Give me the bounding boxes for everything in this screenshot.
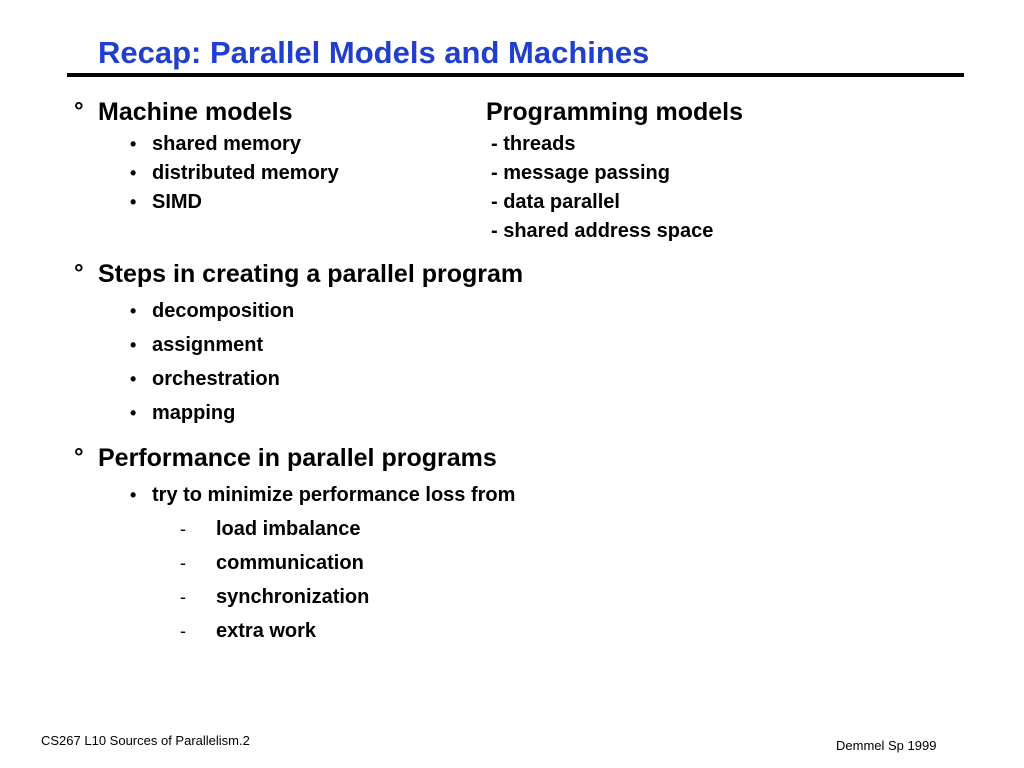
- performance-subitem: synchronization: [216, 586, 370, 608]
- item-bullet: •: [130, 403, 137, 423]
- programming-model-item: - shared address space: [491, 220, 714, 242]
- sub-bullet: -: [180, 519, 186, 539]
- item-bullet: •: [130, 134, 137, 154]
- footer-right: Demmel Sp 1999: [836, 738, 937, 753]
- step-item: assignment: [152, 334, 264, 356]
- programming-model-item: - message passing: [491, 162, 670, 184]
- machine-model-item: shared memory: [152, 133, 301, 155]
- machine-models-heading: Machine models: [98, 98, 293, 126]
- degree-bullet: °: [74, 98, 84, 125]
- degree-bullet: °: [74, 444, 84, 471]
- title-divider: [67, 73, 964, 77]
- item-bullet: •: [130, 163, 137, 183]
- performance-heading: Performance in parallel programs: [98, 444, 497, 472]
- item-bullet: •: [130, 485, 137, 505]
- performance-subitem: extra work: [216, 620, 317, 642]
- footer-left: CS267 L10 Sources of Parallelism.2: [41, 733, 250, 748]
- sub-bullet: -: [180, 587, 186, 607]
- machine-model-item: distributed memory: [152, 162, 339, 184]
- degree-bullet: °: [74, 260, 84, 287]
- programming-models-heading: Programming models: [486, 98, 743, 126]
- machine-model-item: SIMD: [152, 191, 202, 213]
- performance-subitem: load imbalance: [216, 518, 361, 540]
- sub-bullet: -: [180, 553, 186, 573]
- item-bullet: •: [130, 369, 137, 389]
- item-bullet: •: [130, 335, 137, 355]
- item-bullet: •: [130, 301, 137, 321]
- programming-model-item: - data parallel: [491, 191, 620, 213]
- programming-model-item: - threads: [491, 133, 576, 155]
- slide-title: Recap: Parallel Models and Machines: [98, 35, 650, 70]
- item-bullet: •: [130, 192, 137, 212]
- performance-item: try to minimize performance loss from: [152, 484, 516, 506]
- sub-bullet: -: [180, 621, 186, 641]
- step-item: orchestration: [152, 368, 280, 390]
- steps-heading: Steps in creating a parallel program: [98, 260, 524, 288]
- performance-subitem: communication: [216, 552, 364, 574]
- step-item: mapping: [152, 402, 236, 424]
- step-item: decomposition: [152, 300, 295, 322]
